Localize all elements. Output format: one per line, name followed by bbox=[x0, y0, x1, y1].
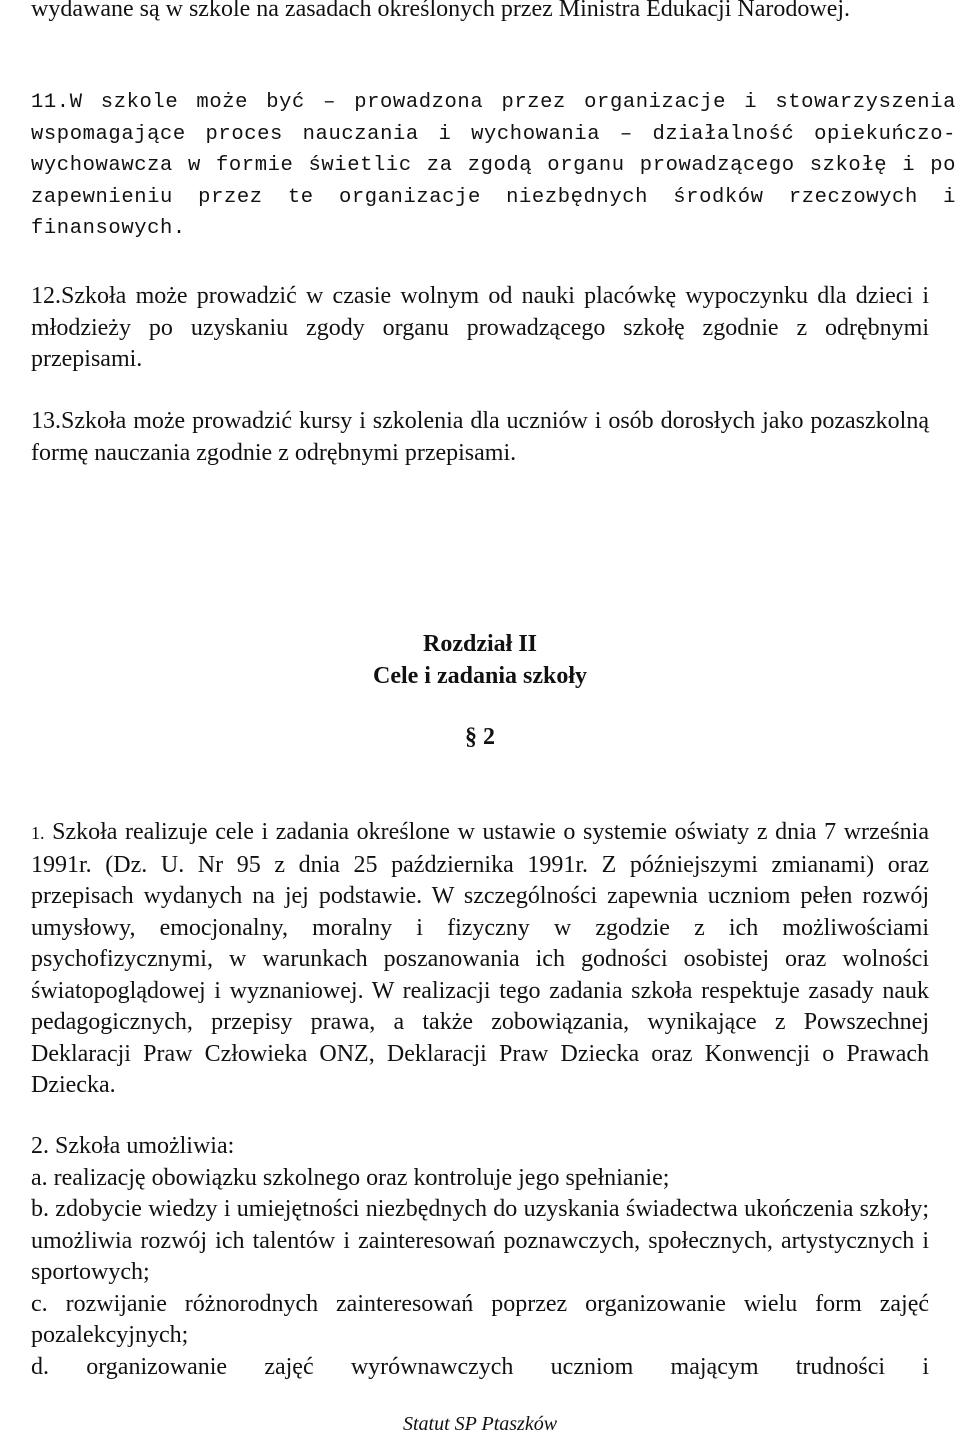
section-heading bbox=[465, 724, 495, 751]
section-number: 2 bbox=[483, 724, 495, 750]
chapter-title: Rozdział II bbox=[423, 631, 537, 657]
section-2-heading: 2. Szkoła umożliwia: bbox=[31, 1133, 235, 1159]
section-1-number: 1. bbox=[31, 823, 45, 843]
list-item: c. rozwijanie różnorodnych zainteresowań poprzez organizowanie wielu form zajęć pozalekcyjnych; bbox=[31, 1290, 929, 1348]
section-sign: § bbox=[465, 724, 477, 750]
paragraph-11-text: 11.W szkole może być – prowadzona przez organizacje i stowarzyszenia wspomagające proces nauczania i wychowania – działalność opiekuńczo-wychowawcza w formie świetlic za zgodą organu prowadzącego szkołę i po zapewnieniu przez te organizacje niezbędnych środków rzeczowych i finansowych. bbox=[31, 91, 956, 240]
list-item: d. organizowanie zajęć wyrównawczych uczniom mającym trudności i bbox=[31, 1353, 929, 1380]
list-item: b. zdobycie wiedzy i umiejętności niezbędnych do uzyskania świadectwa ukończenia szkoły; umożliwia rozwój ich talentów i zainteresowań poznawczych, społecznych, artystycznych i sportowych; bbox=[31, 1196, 929, 1285]
section-1-text: Szkoła realizuje cele i zadania określone w ustawie o systemie oświaty z dnia 7 września 1991r. (Dz. U. Nr 95 z dnia 25 października 1991r. Z późniejszymi zmianami) oraz przepisach wydanych na jej podstawie. W szczególności zapewnia uczniom pełen rozwój umysłowy, emocjonalny, moralny i fizyczny w zgodzie z ich możliwościami psychofizycznymi, w warunkach poszanowania ich godności osobistej oraz wolności światopoglądowej i wyznaniowej. W realizacji tego zadania szkoła respektuje zasady nauk pedagogicznych, przepisy prawa, a także zobowiązania, wynikające z Powszechnej Deklaracji Praw Człowieka ONZ, Deklaracji Praw Dziecka oraz Konwencji o Prawach Dziecka. bbox=[31, 819, 929, 1098]
paragraph-13-text: 13.Szkoła może prowadzić kursy i szkolenia dla uczniów i osób dorosłych jako pozaszkolną formę nauczania zgodnie z odrębnymi przepisami. bbox=[31, 408, 929, 466]
paragraph-11 bbox=[31, 87, 956, 245]
intro-text: wydawane są w szkole na zasadach określonych przez Ministra Edukacji Narodowej. bbox=[31, 0, 851, 22]
paragraph-12 bbox=[31, 281, 929, 376]
section-2-list bbox=[31, 1131, 929, 1383]
section-1-paragraph bbox=[31, 817, 929, 1102]
intro-paragraph bbox=[31, 0, 929, 26]
paragraph-12-text: 12.Szkoła może prowadzić w czasie wolnym od nauki placówkę wypoczynku dla dzieci i młodzieży po uzyskaniu zgody organu prowadzącego szkołę zgodnie z odrębnymi przepisami. bbox=[31, 283, 929, 372]
list-item: a. realizację obowiązku szkolnego oraz kontroluje jego spełnianie; bbox=[31, 1164, 670, 1191]
page-footer: Statut SP Ptaszków bbox=[402, 1413, 558, 1435]
paragraph-13 bbox=[31, 406, 929, 469]
chapter-subtitle: Cele i zadania szkoły bbox=[373, 663, 587, 689]
